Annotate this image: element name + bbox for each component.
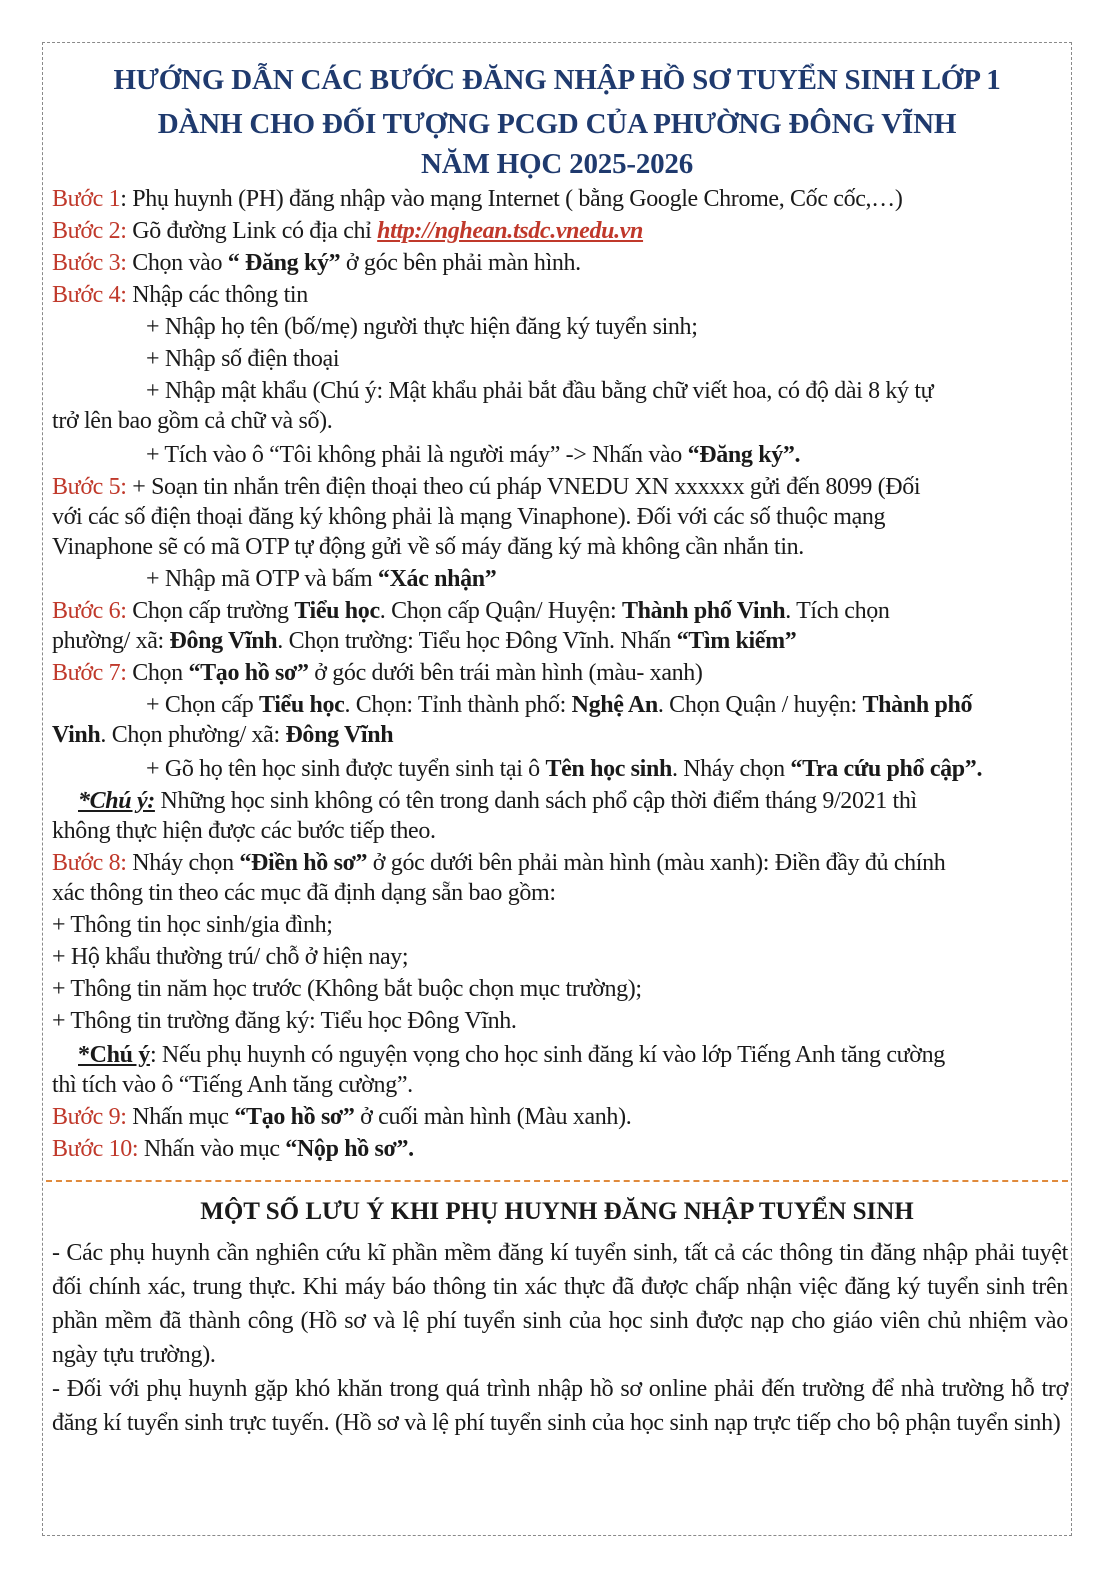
step-7-item-1-b: Tiểu học [259,692,345,718]
step-8-text-c: ở góc dưới bên phải màn hình (màu xanh): Điền đầy đủ chính [367,850,946,876]
step-8-bullet-4: + Thông tin trường đăng ký: Tiểu học Đông Vĩnh. [52,1008,517,1034]
step-7-line-2-c: Đông Vĩnh [285,722,394,748]
step-4-item-4 [146,440,1068,470]
step-10 [52,1134,1068,1164]
step-6-text-f: phường/ xã: [52,628,170,654]
step-3-label: Bước 3: [52,250,127,276]
step-5-line-1: + Soạn tin nhắn trên điện thoại theo cú pháp VNEDU XN xxxxxx gửi đến 8099 (Đối [126,474,921,500]
step-7-item-1-f: Thành phố [862,692,973,718]
step-4-text: Nhập các thông tin [126,282,308,308]
note-2-label: *Chú ý [78,1042,150,1068]
note-2 [78,1040,1068,1070]
step-6 [52,596,1068,626]
step-6-text-e: . Tích chọn [785,598,890,624]
step-8-text-a: Nháy chọn [126,850,240,876]
step-7-item-1-c: . Chọn: Tỉnh thành phố: [344,692,572,718]
step-6-text-a: Chọn cấp trường [126,598,295,624]
step-4-label: Bước 4: [52,282,127,308]
step-2 [52,216,1068,246]
step-6-line-2 [52,626,1068,656]
notes-section-title: MỘT SỐ LƯU Ý KHI PHỤ HUYNH ĐĂNG NHẬP TUYỂN SINH [200,1198,914,1225]
step-5 [52,472,1068,502]
step-5-item-1-text: + Nhập mã OTP và bấm [146,566,378,592]
note-2-text: : Nếu phụ huynh có nguyện vọng cho học sinh đăng kí vào lớp Tiếng Anh tăng cường [149,1042,945,1068]
note-1-text: Những học sinh không có tên trong danh sách phổ cập thời điểm tháng 9/2021 thì [154,788,917,814]
notes-paragraph-2: - Đối với phụ huynh gặp khó khăn trong quá trình nhập hồ sơ online phải đến trường để nhà trường hỗ trợ đăng kí tuyển sinh trực tuyến. (Hồ sơ và lệ phí tuyển sinh của học sinh nạp trực tiếp cho bộ phận tuyển sinh) [52,1376,1068,1436]
step-10-text-a: Nhấn vào mục [138,1136,286,1162]
step-3-bold: “ Đăng ký” [227,250,341,276]
step-6-label: Bước 6: [52,598,127,624]
step-7-item-2-d: “Tra cứu phổ cập”. [790,756,983,782]
section-divider [46,1180,1068,1182]
step-7-label: Bước 7: [52,660,127,686]
step-6-bold-d: Thành phố Vinh [621,598,786,624]
notes-paragraph-1: - Các phụ huynh cần nghiên cứu kĩ phần mềm đăng kí tuyển sinh, tất cả các thông tin đăng nhập phải tuyệt đối chính xác, trung thực. Khi máy báo thông tin xác thực đã được chấp nhận việc đăng ký tuyển sinh trên phần mềm đã thành công (Hồ sơ và lệ phí tuyển sinh của học sinh được nạp cho giáo viên chủ nhiệm vào ngày tựu trường). [52,1240,1068,1368]
step-9-text-c: ở cuối màn hình (Màu xanh). [354,1104,632,1130]
step-7-item-1-a: + Chọn cấp [146,692,259,718]
step-1 [52,184,1068,214]
step-3 [52,248,1068,278]
step-2-text: Gõ đường Link có địa chỉ [126,218,378,244]
step-10-bold-b: “Nộp hồ sơ”. [285,1136,414,1162]
step-7-line-2-a: Vinh [52,722,101,748]
step-9-bold-b: “Tạo hồ sơ” [234,1104,355,1130]
note-1-label: *Chú ý: [78,788,155,814]
step-7-bold-b: “Tạo hồ sơ” [188,660,309,686]
step-3-text: Chọn vào [126,250,228,276]
step-7-text-a: Chọn [126,660,189,686]
step-5-line-3: Vinaphone sẽ có mã OTP tự động gửi về số máy đăng ký mà không cần nhắn tin. [52,534,804,560]
step-7-item-1-e: . Chọn Quận / huyện: [657,692,863,718]
step-1-label: Bước 1 [52,186,121,212]
step-7-text-c: ở góc dưới bên trái màn hình (màu- xanh) [308,660,703,686]
step-7-line-2-b: . Chọn phường/ xã: [100,722,286,748]
step-7-item-2 [146,754,1068,784]
step-4-item-2: + Nhập số điện thoại [146,346,340,372]
step-5-label: Bước 5: [52,474,127,500]
step-8 [52,848,1068,878]
step-6-text-h: . Chọn trường: Tiểu học Đông Vĩnh. Nhấn [277,628,677,654]
step-4-item-1: + Nhập họ tên (bố/mẹ) người thực hiện đăng ký tuyển sinh; [146,314,698,340]
step-9-text-a: Nhấn mục [126,1104,235,1130]
note-1 [78,786,1068,816]
step-3-text-end: ở góc bên phải màn hình. [340,250,581,276]
page-title-line-2: DÀNH CHO ĐỐI TƯỢNG PCGD CỦA PHƯỜNG ĐÔNG VĨNH [157,108,957,140]
step-9-label: Bước 9: [52,1104,127,1130]
step-6-bold-i: “Tìm kiếm” [676,628,797,654]
step-8-bold-b: “Điền hồ sơ” [239,850,368,876]
step-6-bold-b: Tiểu học [294,598,380,624]
step-6-text-c: . Chọn cấp Quận/ Huyện: [379,598,622,624]
step-8-bullet-3: + Thông tin năm học trước (Không bắt buộc chọn mục trường); [52,976,642,1002]
step-7 [52,658,1068,688]
step-5-line-2: với các số điện thoại đăng ký không phải là mạng Vinaphone). Đối với các số thuộc mạng [52,504,886,530]
step-8-bullet-2: + Hộ khẩu thường trú/ chỗ ở hiện nay; [52,944,409,970]
step-4-item-3-cont: trở lên bao gồm cả chữ và số). [52,408,333,434]
step-4 [52,280,1068,310]
page-title-line-3: NĂM HỌC 2025-2026 [420,148,694,180]
step-1-text: : Phụ huynh (PH) đăng nhập vào mạng Internet ( bằng Google Chrome, Cốc cốc,…) [120,186,903,212]
step-5-item-1 [146,564,1068,594]
note-1-cont: không thực hiện được các bước tiếp theo. [52,818,436,844]
note-2-cont: thì tích vào ô “Tiếng Anh tăng cường”. [52,1072,413,1098]
step-8-label: Bước 8: [52,850,127,876]
step-8-bullet-1: + Thông tin học sinh/gia đình; [52,912,333,938]
step-7-item-2-a: + Gõ họ tên học sinh được tuyển sinh tại ô [146,756,546,782]
step-7-item-2-c: . Nháy chọn [671,756,791,782]
step-7-item-1-cont [52,720,1068,750]
step-10-label: Bước 10: [52,1136,139,1162]
step-8-line-2: xác thông tin theo các mục đã định dạng sẵn bao gồm: [52,880,556,906]
step-4-item-4-bold: “Đăng ký”. [687,442,801,468]
step-7-item-1 [146,690,1068,720]
step-4-item-3: + Nhập mật khẩu (Chú ý: Mật khẩu phải bắt đầu bằng chữ viết hoa, có độ dài 8 ký tự [146,378,934,404]
registration-link[interactable]: http://nghean.tsdc.vnedu.vn [377,218,644,244]
step-6-bold-g: Đông Vĩnh [169,628,278,654]
step-4-item-4-text: + Tích vào ô “Tôi không phải là người máy” -> Nhấn vào [146,442,688,468]
page-title-line-1: HƯỚNG DẪN CÁC BƯỚC ĐĂNG NHẬP HỒ SƠ TUYỂN SINH LỚP 1 [113,64,1001,96]
step-9 [52,1102,1068,1132]
step-2-label: Bước 2: [52,218,127,244]
step-5-item-1-bold: “Xác nhận” [377,566,497,592]
step-7-item-2-b: Tên học sinh [545,756,672,782]
step-7-item-1-d: Nghệ An [571,692,658,718]
